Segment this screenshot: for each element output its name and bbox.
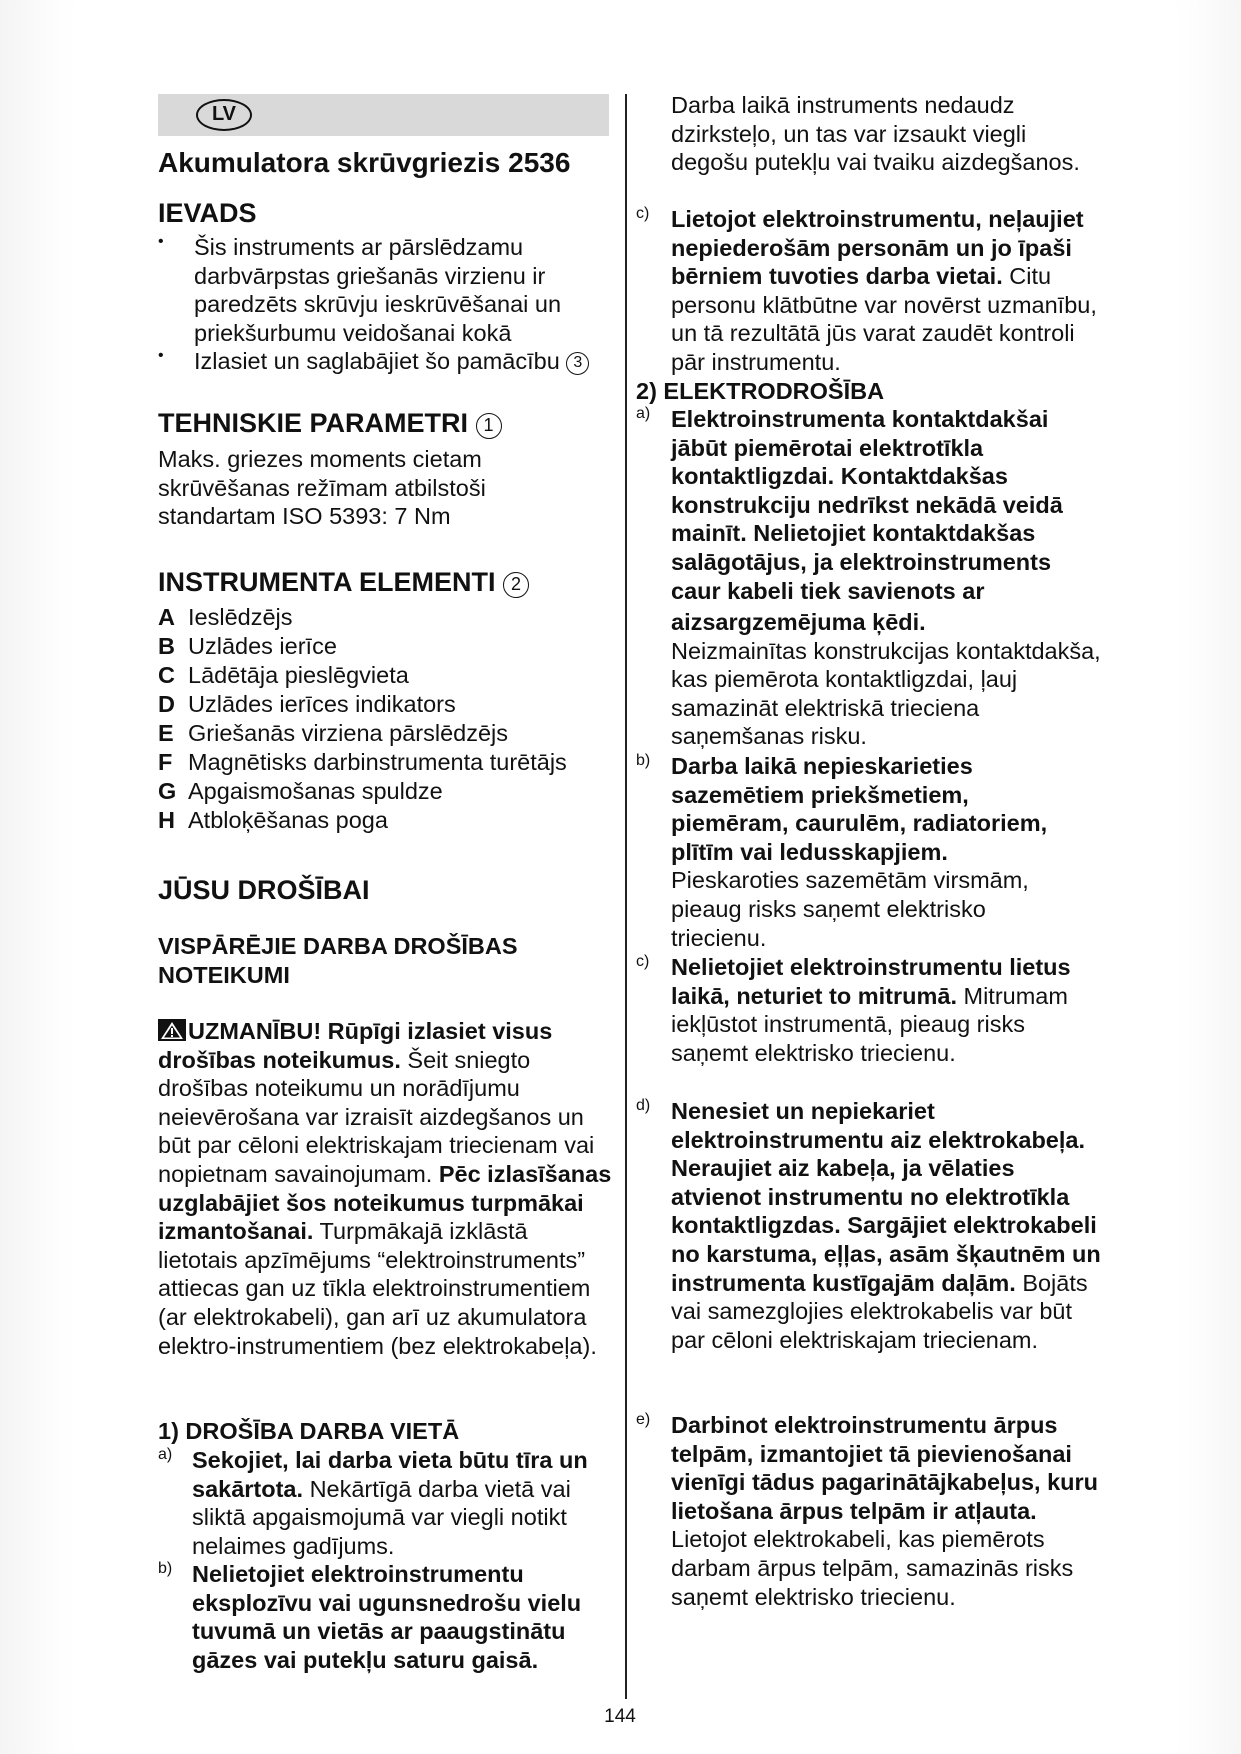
- element-letter: G: [158, 778, 177, 804]
- figure-ref-2: 2: [503, 572, 529, 598]
- section1-item-b-continued: Darba laikā instruments nedaudz dzirksteļo, un tas var izsaukt viegli degošu putekļu vai tvaiku aizdegšanos.: [671, 92, 1080, 176]
- language-badge: LV: [196, 99, 252, 131]
- item-text: [671, 1097, 1107, 1354]
- heading-elements: [158, 565, 529, 599]
- bullet-text: Izlasiet un saglabājiet šo pamācību: [194, 348, 560, 374]
- item-marker: e): [636, 1411, 651, 1428]
- element-text: Griešanās virziena pārslēdzējs: [188, 720, 509, 746]
- element-item: [158, 661, 409, 690]
- item-bold: Lietojot elektroinstrumentu, neļaujiet nepiederošām personām un jo īpaši bērniem tuvoties darba vietai.: [671, 206, 1084, 290]
- heading-safety: JŪSU DROŠĪBAI: [158, 875, 370, 905]
- item-bold: Darba laikā nepieskarieties sazemētiem priekšmetiem, piemēram, caurulēm, radiatoriem, plītīm vai ledusskapjiem.: [671, 753, 1048, 865]
- element-text: Atbloķēšanas poga: [188, 807, 388, 833]
- section2-item-a-continued: [671, 608, 1107, 751]
- warning-bold-2: Pēc izlasīšanas uzglabājiet šos noteikumus turpmākai izmantošanai.: [158, 1160, 612, 1245]
- item-text: [671, 205, 1107, 377]
- element-text: Uzlādes ierīce: [188, 633, 337, 659]
- element-letter: H: [158, 807, 175, 833]
- figure-ref-1: 1: [476, 413, 502, 439]
- section1-heading: 1) DROŠĪBA DARBA VIETĀ: [158, 1418, 460, 1444]
- item-body: Citu personu klātbūtne var novērst uzmanību, un tā rezultātā jūs varat zaudēt kontroli pār instrumentu.: [671, 263, 1097, 375]
- element-letter: C: [158, 662, 175, 688]
- item-marker: c): [636, 205, 650, 222]
- item-text: [192, 1446, 612, 1560]
- element-text: Ieslēdzējs: [188, 604, 293, 630]
- element-text: Magnētisks darbinstrumenta turētājs: [188, 749, 567, 775]
- element-text: Lādētāja pieslēgvieta: [188, 662, 409, 688]
- element-letter: E: [158, 720, 174, 746]
- element-item: [158, 719, 508, 748]
- item-bold: Darbinot elektroinstrumentu ārpus telpām, izmantojiet tā pievienošanai vienīgi tādus pagarinātājkabeļus, kuru lietošana ārpus telpām ir atļauta.: [671, 1412, 1099, 1524]
- element-letter: F: [158, 749, 173, 775]
- element-text: Apgaismošanas spuldze: [188, 778, 443, 804]
- item-body: Pieskaroties sazemētām virsmām, pieaug risks saņemt elektrisko triecienu.: [671, 867, 1029, 951]
- safety-subheading: VISPĀRĒJIE DARBA DROŠĪBAS NOTEIKUMI: [158, 933, 518, 988]
- warning-text: Šeit sniegto drošības noteikumu un norādījumu neievērošana var izraisīt aizdegšanos un būt par cēloni elektriskajam triecienam vai nopietnam savainojumam.: [158, 1046, 595, 1187]
- item-body: Nekārtīgā darba vietā vai sliktā apgaismojumā var viegli notikt nelaimes gadījums.: [192, 1475, 571, 1559]
- element-letter: D: [158, 691, 175, 717]
- page-number: 144: [604, 1706, 636, 1727]
- element-text: Uzlādes ierīces indikators: [188, 691, 456, 717]
- element-item: [158, 777, 443, 806]
- tech-text: Maks. griezes moments cietam skrūvēšanas režīmam atbilstoši standartam ISO 5393: 7 Nm: [158, 446, 486, 530]
- item-text: [671, 405, 1107, 605]
- item-marker: c): [636, 953, 650, 970]
- item-marker: d): [636, 1097, 651, 1114]
- item-bold: Sekojiet, lai darba vieta būtu tīra un sakārtota.: [192, 1447, 588, 1502]
- element-item: [158, 632, 337, 661]
- item-bold: aizsargzemējuma ķēdi.: [671, 609, 926, 635]
- item-body: Lietojot elektrokabeli, kas piemērots darbam ārpus telpām, samazinās risks saņemt elektrisko triecienu.: [671, 1526, 1074, 1610]
- page-title: Akumulatora skrūvgriezis 2536: [158, 147, 571, 178]
- item-marker: a): [636, 405, 651, 422]
- column-divider: [625, 94, 627, 1699]
- bullet-text: Šis instruments ar pārslēdzamu darbvārpstas griešanās virzienu ir paredzēts skrūvju ieskrūvēšanai un priekšurbumu veidošanai kokā: [194, 234, 562, 346]
- heading-tech-text: TEHNISKIE PARAMETRI: [158, 408, 469, 438]
- bullet-marker: •: [158, 347, 164, 364]
- item-body: Mitrumam iekļūstot instrumentā, pieaug risks saņemt elektrisko triecienu.: [671, 982, 1068, 1066]
- item-bold: Nenesiet un nepiekariet elektroinstrumentu aiz elektrokabeļa. Neraujiet aiz kabeļa, ja vēlaties atvienot instrumentu no elektrotīkla kontaktligzdas. Sargājiet elektrokabeli no karstuma, eļļas, asām šķautnēm un instrumenta kustīgajām daļām.: [671, 1098, 1101, 1296]
- warning-text-2: Turpmākajā izklāstā lietotais apzīmējums “elektroinstruments” attiecas gan uz tīkla elektroinstrumentiem (ar elektrokabeli), gan arī uz akumulatora elektro-instrumentiem (bez elektrokabeļa).: [158, 1218, 597, 1359]
- item-text: [671, 752, 1081, 952]
- figure-ref-3: 3: [566, 352, 589, 375]
- bullet-marker: •: [158, 233, 164, 250]
- element-item: [158, 690, 456, 719]
- element-item: [158, 603, 293, 632]
- safety-warning: [158, 1017, 613, 1360]
- item-bold: Elektroinstrumenta kontaktdakšai jābūt piemērotai elektrotīkla kontaktligzdai. Kontaktdakšas konstrukciju nedrīkst nekādā veidā mainīt. Nelietojiet kontaktdakšas salāgotājus, ja elektroinstruments caur kabeli tiek savienots ar: [671, 406, 1063, 604]
- language-bar: [158, 94, 609, 136]
- element-letter: A: [158, 604, 175, 630]
- item-bold: Nelietojiet elektroinstrumentu eksplozīvu vai ugunsnedrošu vielu tuvumā un vietās ar paaugstinātu gāzes vai putekļu saturu gaisā.: [192, 1561, 582, 1673]
- element-letter: B: [158, 633, 175, 659]
- item-marker: a): [158, 1446, 173, 1463]
- element-item: [158, 806, 388, 835]
- item-body: Bojāts vai samezglojies elektrokabelis var būt par cēloni elektriskajam triecienam.: [671, 1269, 1088, 1353]
- item-marker: b): [636, 752, 651, 769]
- heading-ievads: IEVADS: [158, 198, 257, 228]
- item-body: Neizmainītas konstrukcijas kontaktdakša, kas piemērota kontaktligzdai, ļauj samazināt elektriskā trieciena saņemšanas risku.: [671, 637, 1101, 750]
- heading-tech: [158, 406, 502, 440]
- item-marker: b): [158, 1560, 173, 1577]
- item-text: [671, 1411, 1107, 1611]
- section2-heading: 2) ELEKTRODROŠĪBA: [636, 378, 885, 404]
- item-text: [671, 953, 1071, 1067]
- item-bold: Nelietojiet elektroinstrumentu lietus laikā, neturiet to mitrumā.: [671, 954, 1071, 1009]
- warning-icon: [158, 1019, 186, 1041]
- warning-bold: UZMANĪBU! Rūpīgi izlasiet visus drošības noteikumus.: [158, 1018, 553, 1073]
- heading-elements-text: INSTRUMENTA ELEMENTI: [158, 567, 496, 597]
- element-item: [158, 748, 567, 777]
